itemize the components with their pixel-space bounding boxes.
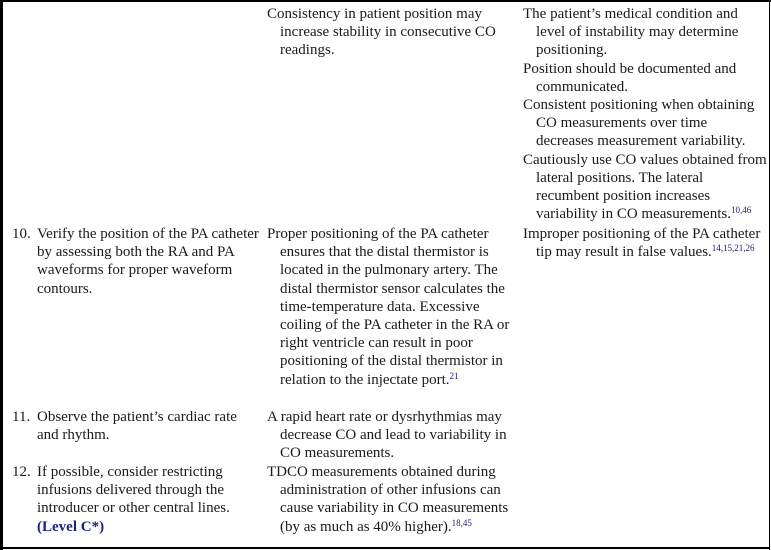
reference-superscript[interactable]: 10,46 xyxy=(730,205,752,216)
rationale-text: A rapid heart rate or dysrhythmias may decrease CO and lead to variability in CO measurements. xyxy=(267,409,507,462)
consideration-text: Consistent positioning when obtaining CO measurements over time decreases measurement variability. xyxy=(523,97,755,150)
step-number: 12. xyxy=(12,464,31,480)
consideration-body: Improper positioning of the PA catheter tip may result in false values. xyxy=(523,226,761,261)
consideration-text xyxy=(523,225,768,261)
rationale-body: Proper positioning of the PA catheter ensures that the distal thermistor is located in the pulmonary artery. The distal thermistor sensor calculates the time-temperature data. Excessive coiling of the PA catheter in the RA or right ventricle can result in poor positioning of the distal thermistor in relation to the injectate port. xyxy=(267,226,510,388)
step-text: Verify the position of the PA catheter by assessing both the RA and PA waveforms for proper waveform contours. xyxy=(37,226,259,297)
rationale-cell xyxy=(267,463,512,536)
reference-superscript[interactable]: 21 xyxy=(449,370,459,381)
consideration-text: Position should be documented and communicated. xyxy=(523,60,737,95)
reference-superscript[interactable]: 18,45 xyxy=(451,517,472,528)
consideration-text xyxy=(523,151,768,224)
table-border-bottom xyxy=(0,547,770,549)
rationale-text xyxy=(267,463,512,536)
consideration-text: The patient’s medical condition and level of instability may determine positioning. xyxy=(523,6,739,59)
special-considerations-cell xyxy=(523,5,768,223)
rationale-cell xyxy=(267,5,512,60)
table-border-left xyxy=(0,0,3,550)
step-number: 10. xyxy=(12,226,31,242)
rationale-cell xyxy=(267,225,512,389)
consideration-body: Cautiously use CO values obtained from lateral positions. The lateral recumbent position increases variability in CO measurements. xyxy=(523,151,767,223)
rationale-text: Consistency in patient position may increase stability in consecutive CO readings. xyxy=(267,6,496,59)
reference-superscript[interactable]: 14,15,21,26 xyxy=(711,243,755,254)
step-body: If possible, consider restricting infusions delivered through the introducer or other central lines. xyxy=(37,464,230,517)
evidence-level-label[interactable]: (Level C*) xyxy=(37,518,105,535)
rationale-text xyxy=(267,225,512,389)
table-border-right xyxy=(769,0,770,550)
step-number: 11. xyxy=(12,409,31,425)
rationale-cell xyxy=(267,408,512,463)
step-text: Observe the patient’s cardiac rate and rhythm. xyxy=(37,409,237,444)
special-considerations-cell xyxy=(523,225,768,261)
step-text xyxy=(37,463,262,536)
rationale-body: TDCO measurements obtained during administration of other infusions can cause variability in CO measurements (by as much as 40% higher). xyxy=(267,464,509,535)
table-border-top xyxy=(0,0,771,2)
